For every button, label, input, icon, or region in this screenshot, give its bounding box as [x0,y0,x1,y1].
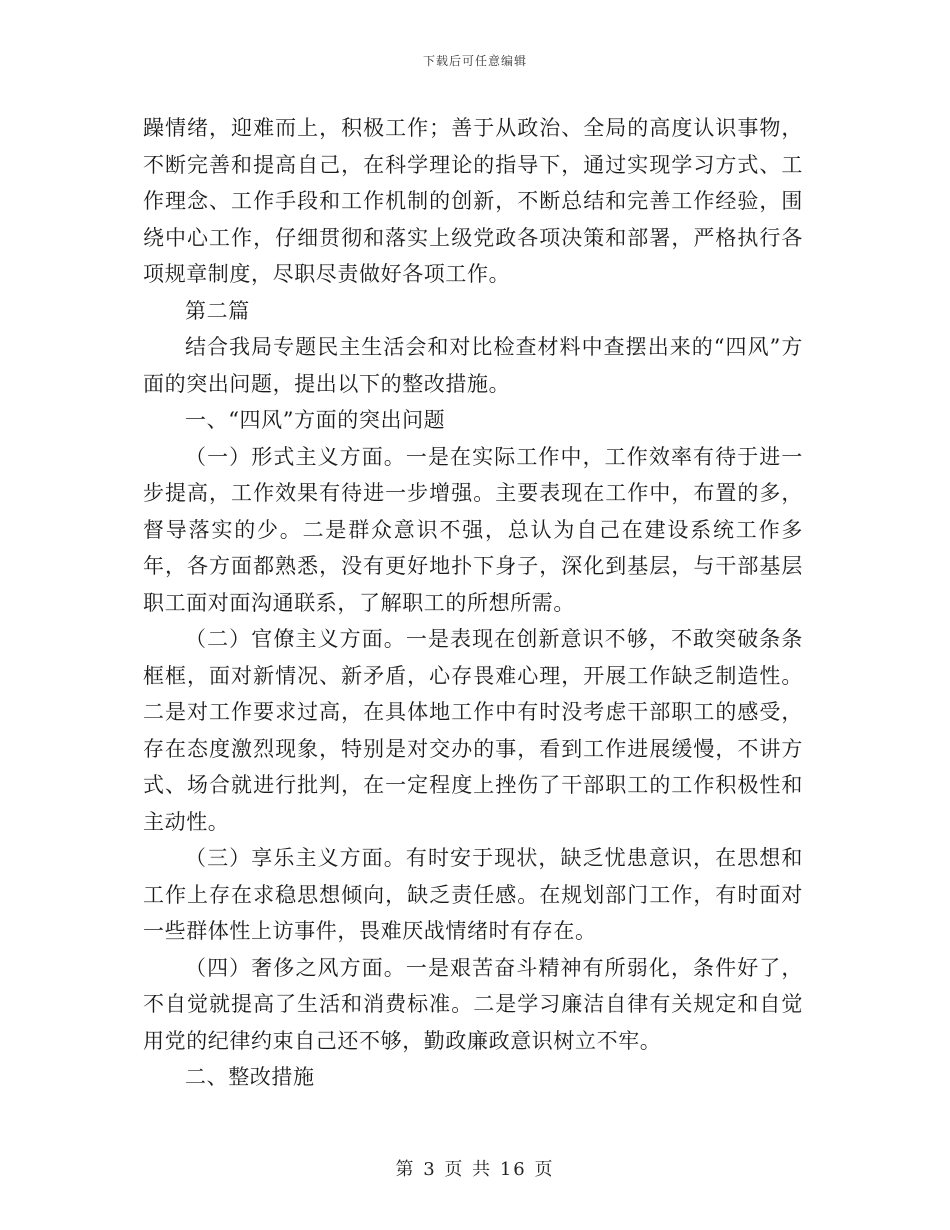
page-header: 下载后可任意编辑 [422,54,527,68]
paragraph-intro: 结合我局专题民主生活会和对比检查材料中查摆出来的“四风”方面的突出问题，提出以下的整改措施。 [143,335,803,396]
paragraph-formalism: （一）形式主义方面。一是在实际工作中，工作效率有待于进一步提高，工作效果有待进一步增强。主要表现在工作中，布置的多，督导落实的少。二是群众意识不强，总认为自己在建设系统工作多年，各方面都熟悉，没有更好地扑下身子，深化到基层，与干部基层职工面对面沟通联系，了解职工的所想所需。 [143,444,803,615]
page-number-footer: 第 3 页 共 16 页 [395,1159,555,1180]
document-body [143,110,803,1096]
paragraph-continuation: 躁情绪，迎难而上，积极工作；善于从政治、全局的高度认识事物，不断完善和提高自己，在科学理论的指导下，通过实现学习方式、工作理念、工作手段和工作机制的创新，不断总结和完善工作经验，围绕中心工作，仔细贯彻和落实上级党政各项决策和部署，严格执行各项规章制度，尽职尽责做好各项工作。 [143,116,803,286]
paragraph-extravagance: （四）奢侈之风方面。一是艰苦奋斗精神有所弱化，条件好了，不自觉就提高了生活和消费标准。二是学习廉洁自律有关规定和自觉用党的纪律约束自己还不够，勤政廉政意识树立不牢。 [143,955,803,1053]
paragraph-bureaucratism: （二）官僚主义方面。一是表现在创新意识不够，不敢突破条条框框，面对新情况、新矛盾，心存畏难心理，开展工作缺乏制造性。二是对工作要求过高，在具体地工作中有时没考虑干部职工的感受，存在态度激烈现象，特别是对交办的事，看到工作进展缓慢，不讲方式、场合就进行批判，在一定程度上挫伤了干部职工的工作积极性和主动性。 [143,627,803,834]
heading-problems: 一、“四风”方面的突出问题 [185,408,446,432]
paragraph-hedonism: （三）享乐主义方面。有时安于现状，缺乏忧患意识，在思想和工作上存在求稳思想倾向，缺乏责任感。在规划部门工作，有时面对一些群体性上访事件，畏难厌战情绪时有存在。 [143,846,803,943]
heading-measures: 二、整改措施 [185,1065,315,1089]
section-heading-part-two: 第二篇 [185,298,250,323]
